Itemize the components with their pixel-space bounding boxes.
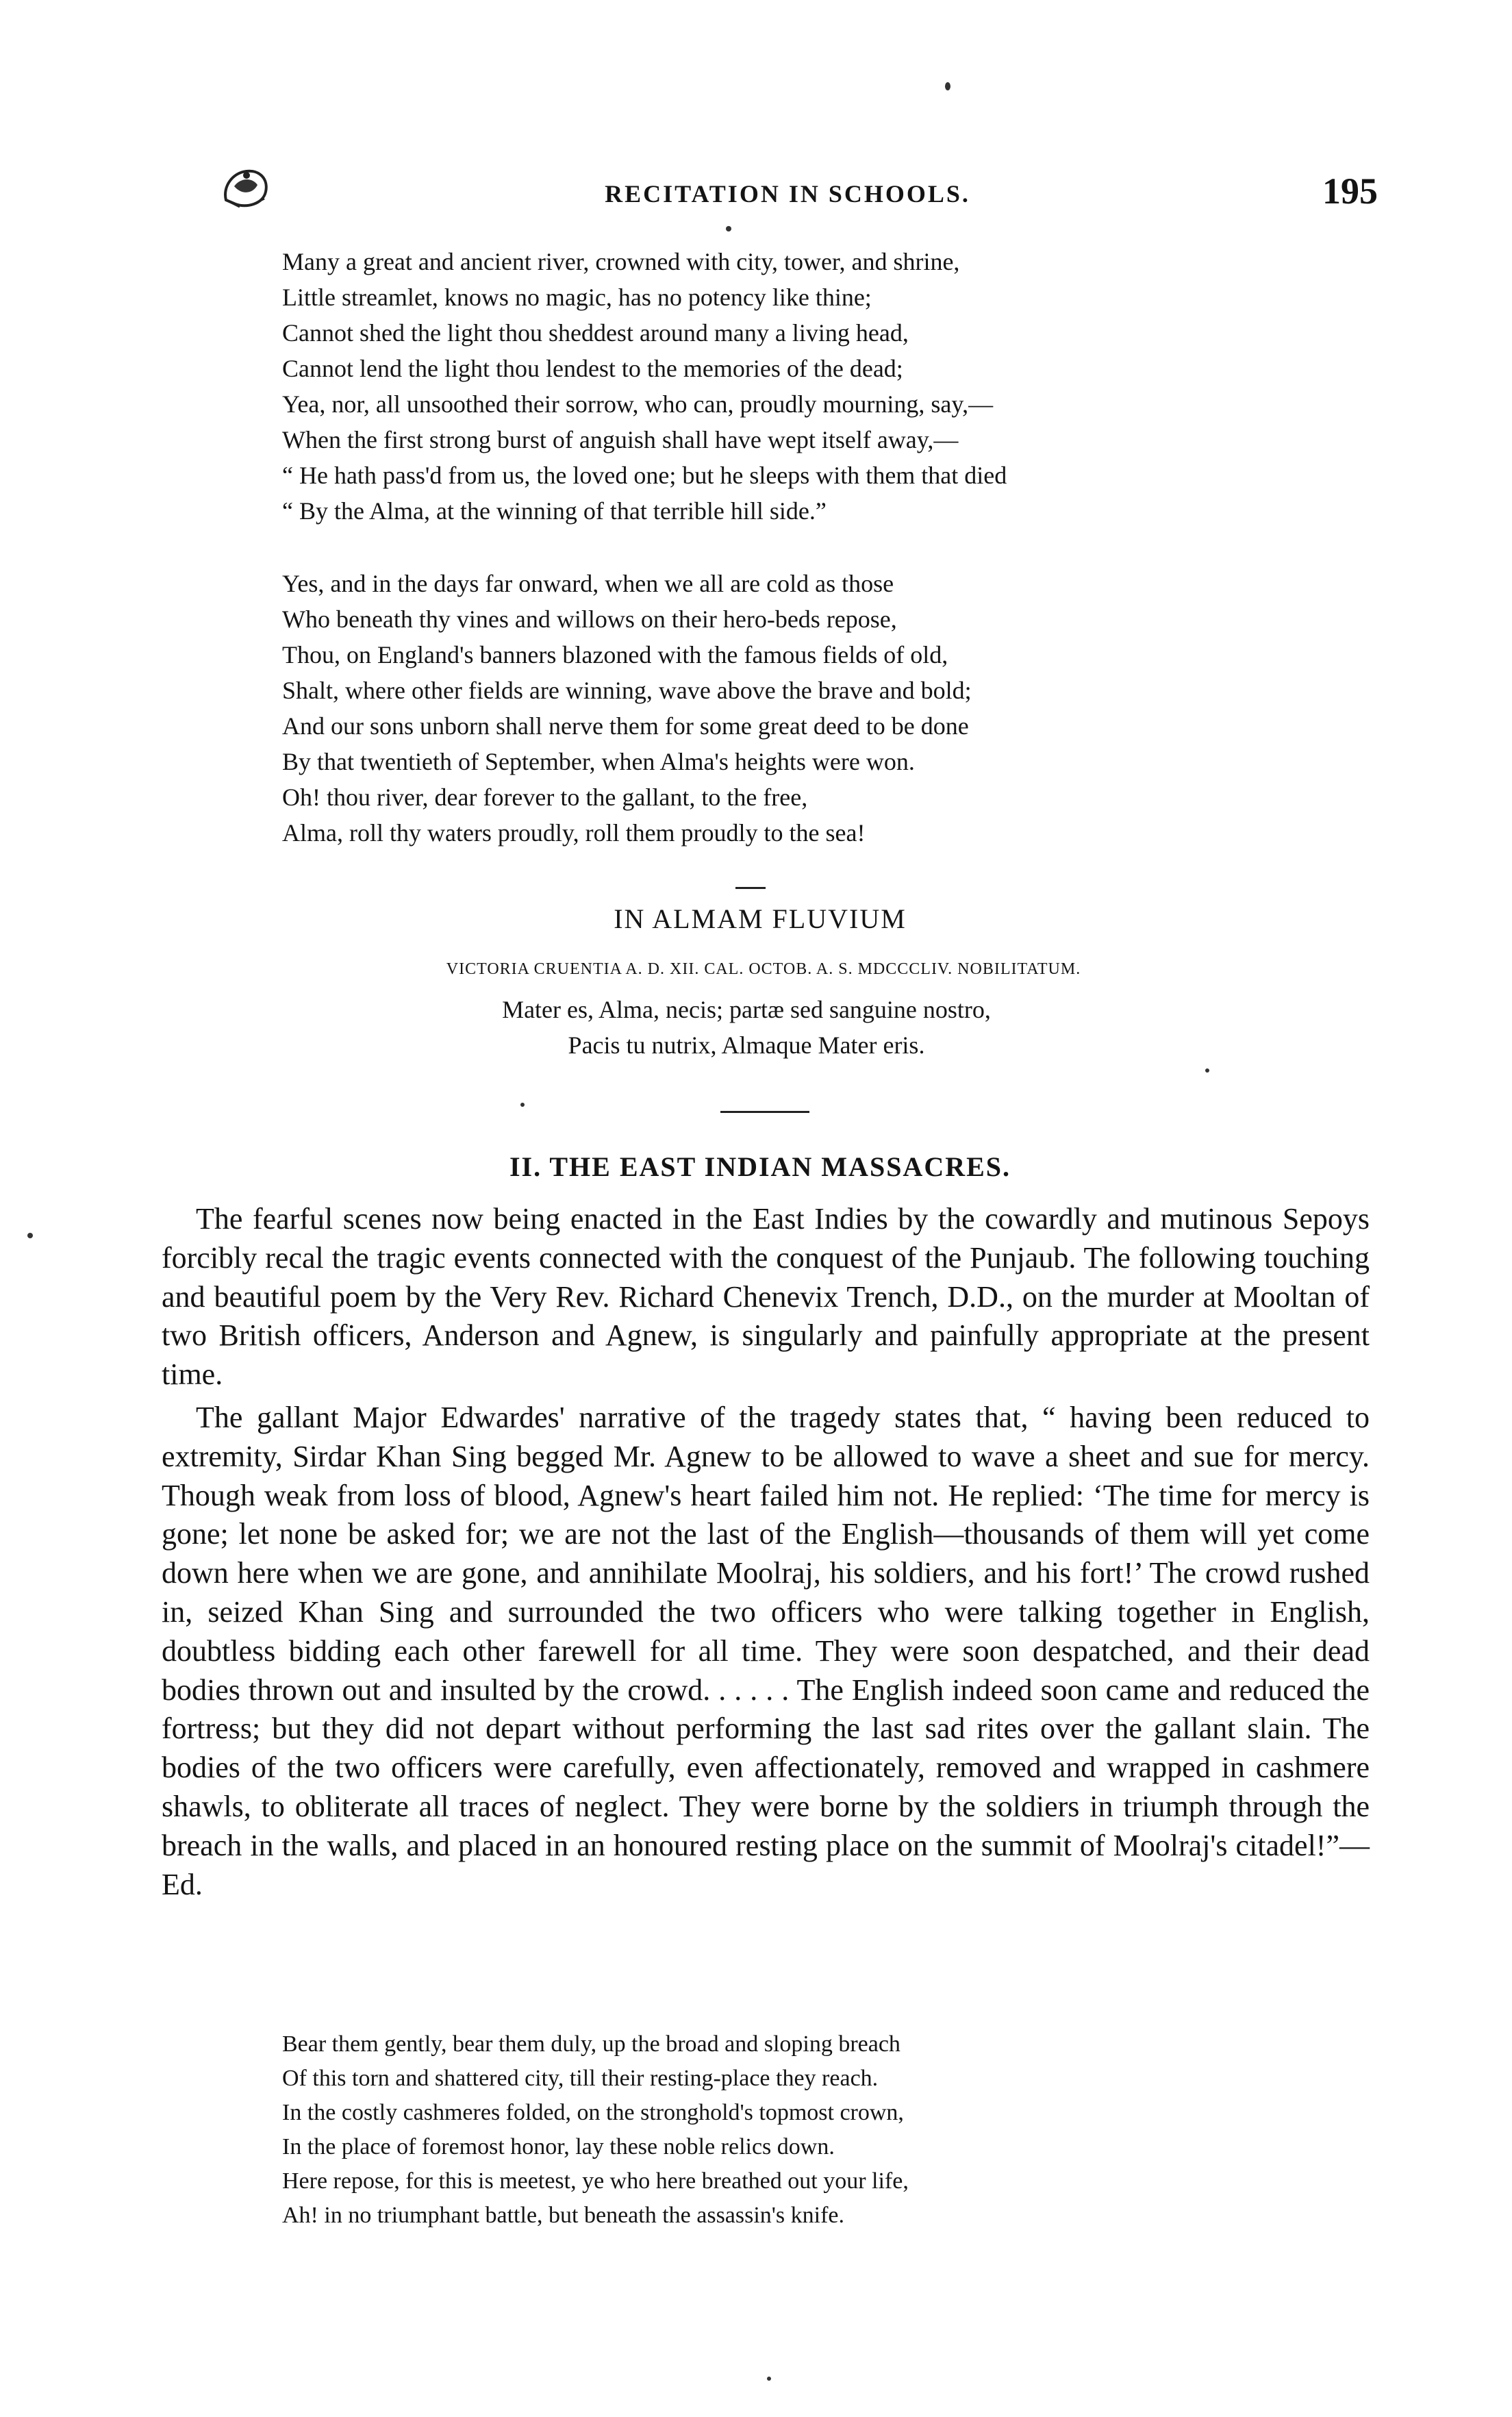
latin-poem-title: IN ALMAM FLUVIUM — [614, 903, 907, 934]
scan-speck — [520, 1103, 525, 1107]
verse-line: Many a great and ancient river, crowned with city, tower, and shrine, — [282, 248, 960, 275]
latin-verse — [438, 992, 1055, 1063]
paragraph-text: The gallant Major Edwardes' narrative of the tragedy states that, “ having been reduced to extremity, Sirdar Khan Sing begged Mr. Agnew to be allowed to wave a sheet and sue for mercy. Though weak from loss of blood, Agnew's heart failed him not. He replied: ‘The time for mercy is gone; let none be asked for; we are not the last of the English—thousands of them will yet come down here when we are gone, and annihilate Moolraj, his soldiers, and his fort!’ The crowd rushed in, seized Khan Sing and surrounded the two officers who were talking together in English, doubtless bidding each other farewell for all time. They were soon despatched, and their dead bodies thrown out and insulted by the crowd. . . . . . The English indeed soon came and reduced the fortress; but they did not depart without performing the last sad rites over the gallant slain. The bodies of the two officers were carefully, even affectionately, removed and wrapped in cashmere shawls, to obliterate all traces of neglect. They were borne by the soldiers in triumph through the breach in the walls, and placed in an honoured resting place on the summit of Moolraj's citadel!”—Ed. — [162, 1401, 1370, 1901]
poem-stanza — [282, 566, 972, 851]
verse-line: Here repose, for this is meetest, ye who here breathed out your life, — [282, 2168, 909, 2194]
verse-line: Shalt, where other fields are winning, wave above the brave and bold; — [282, 677, 972, 704]
verse-line: Little streamlet, knows no magic, has no potency like thine; — [282, 284, 872, 311]
verse-line: Alma, roll thy waters proudly, roll them proudly to the sea! — [282, 819, 866, 847]
poem-stanza — [282, 2027, 909, 2233]
verse-line: Thou, on England's banners blazoned with the famous fields of old, — [282, 641, 948, 668]
prose-paragraph — [162, 1399, 1370, 1904]
verse-line: Of this torn and shattered city, till their resting-place they reach. — [282, 2066, 879, 2091]
verse-line: Cannot shed the light thou sheddest around many a living head, — [282, 319, 909, 347]
poem-stanza — [282, 244, 1007, 529]
verse-line: “ By the Alma, at the winning of that terrible hill side.” — [282, 497, 827, 525]
printer-ornament-icon — [219, 159, 274, 214]
section-divider — [735, 887, 766, 889]
verse-line: Yes, and in the days far onward, when we all are cold as those — [282, 570, 894, 597]
verse-line: Mater es, Alma, necis; partæ sed sanguine nostro, — [502, 996, 991, 1023]
verse-line: And our sons unborn shall nerve them for some great deed to be done — [282, 712, 969, 740]
scan-speck — [945, 82, 950, 90]
scan-speck — [1205, 1068, 1209, 1073]
verse-line: Ah! in no triumphant battle, but beneath the assassin's knife. — [282, 2203, 845, 2228]
verse-line: By that twentieth of September, when Alma's heights were won. — [282, 748, 915, 775]
verse-line: In the costly cashmeres folded, on the stronghold's topmost crown, — [282, 2100, 904, 2125]
verse-line: “ He hath pass'd from us, the loved one; but he sleeps with them that died — [282, 462, 1007, 489]
verse-line: Oh! thou river, dear forever to the gallant, to the free, — [282, 784, 808, 811]
scan-speck — [27, 1233, 33, 1238]
verse-line: Pacis tu nutrix, Almaque Mater eris. — [568, 1031, 925, 1059]
page-number: 195 — [1322, 171, 1378, 212]
scan-speck — [726, 226, 731, 231]
section-heading: II. THE EAST INDIAN MASSACRES. — [509, 1151, 1011, 1182]
verse-line: Yea, nor, all unsoothed their sorrow, who can, proudly mourning, say,— — [282, 390, 994, 418]
running-header: RECITATION IN SCHOOLS. — [605, 180, 970, 208]
latin-poem-subtitle: VICTORIA CRUENTIA A. D. XII. CAL. OCTOB. A. S. MDCCCLIV. NOBILITATUM. — [446, 960, 1081, 978]
paragraph-text: The fearful scenes now being enacted in the East Indies by the cowardly and mutinous Sepoys forcibly recal the tragic events connected with the conquest of the Punjaub. The following touching and beautiful poem by the Very Rev. Richard Chenevix Trench, D.D., on the murder at Mooltan of two British officers, Anderson and Agnew, is singularly and painfully appropriate at the present time. — [162, 1202, 1370, 1392]
verse-line: In the place of foremost honor, lay these noble relics down. — [282, 2134, 835, 2159]
verse-line: When the first strong burst of anguish shall have wept itself away,— — [282, 426, 959, 453]
verse-line: Cannot lend the light thou lendest to the memories of the dead; — [282, 355, 903, 382]
verse-line: Who beneath thy vines and willows on their hero-beds repose, — [282, 605, 897, 633]
verse-line: Bear them gently, bear them duly, up the broad and sloping breach — [282, 2031, 900, 2057]
scan-speck — [767, 2377, 771, 2381]
section-divider — [720, 1111, 809, 1113]
prose-paragraph — [162, 1200, 1370, 1394]
